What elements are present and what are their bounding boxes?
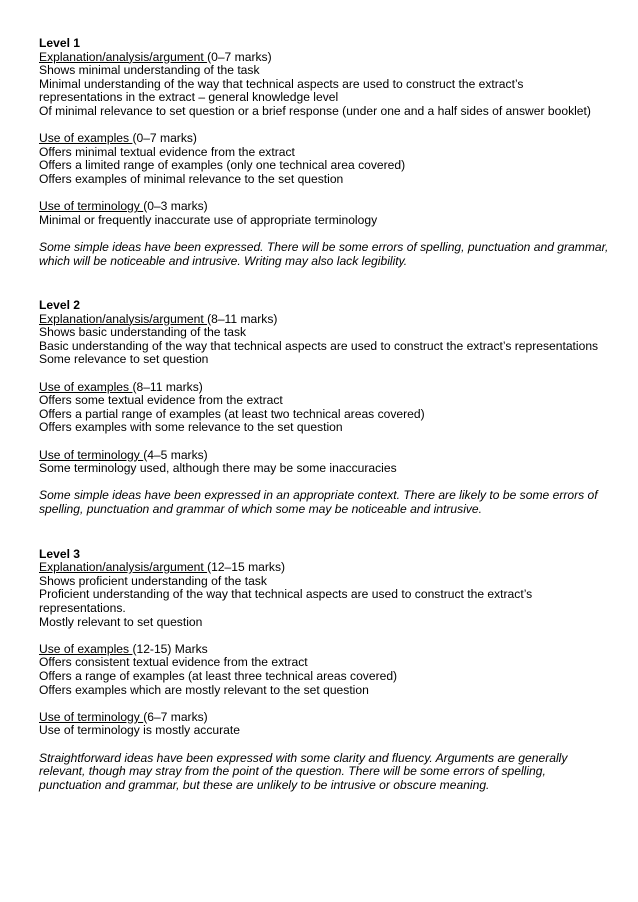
criterion-title-line: [39, 561, 609, 575]
criterion-examples: [39, 132, 609, 186]
criterion-title-line: [39, 381, 609, 395]
mark-range: (0–3 marks): [143, 199, 208, 214]
mark-range: (12-15) Marks: [132, 641, 208, 656]
mark-range: (0–7 marks): [207, 49, 272, 64]
criterion-title-line: [39, 313, 609, 327]
criterion-title-line: [39, 711, 609, 725]
level-heading: Level 3: [39, 546, 81, 561]
level-2-block: [39, 299, 609, 517]
descriptor-line: Mostly relevant to set question: [39, 614, 203, 629]
mark-range: (0–7 marks): [132, 131, 197, 146]
descriptor-line: Offers minimal textual evidence from the extract: [39, 144, 295, 159]
descriptor-line: Offers examples with some relevance to the set question: [39, 420, 343, 435]
level-1-block: [39, 37, 609, 268]
criterion-explanation: [39, 561, 609, 629]
descriptor-line: Shows minimal understanding of the task: [39, 63, 260, 78]
descriptor-line: Shows basic understanding of the task: [39, 325, 247, 340]
level-3-block: [39, 548, 609, 793]
criterion-title-line: [39, 51, 609, 65]
criterion-title: Explanation/analysis/argument: [39, 49, 208, 64]
criterion-title: Use of terminology: [39, 199, 144, 214]
criterion-explanation: [39, 313, 609, 367]
mark-range: (12–15 marks): [207, 560, 286, 575]
descriptor-line: Offers a limited range of examples (only one technical area covered): [39, 158, 406, 173]
criterion-explanation: [39, 51, 609, 119]
descriptor-line: Offers a partial range of examples (at least two technical areas covered): [39, 406, 425, 421]
criterion-title-line: [39, 200, 609, 214]
descriptor-line: Basic understanding of the way that technical aspects are used to construct the extract’s representations: [39, 338, 599, 353]
descriptor-line: Some terminology used, although there may be some inaccuracies: [39, 461, 397, 476]
level-heading: Level 2: [39, 298, 81, 313]
document-page: [39, 37, 609, 792]
criterion-terminology: [39, 711, 609, 738]
mark-range: (4–5 marks): [143, 447, 208, 462]
criterion-title: Use of examples: [39, 379, 133, 394]
criterion-examples: [39, 381, 609, 435]
criterion-title-line: [39, 132, 609, 146]
criterion-title-line: [39, 449, 609, 463]
criterion-title: Explanation/analysis/argument: [39, 311, 208, 326]
descriptor-line: Offers examples which are mostly relevant to the set question: [39, 682, 369, 697]
level-note: Some simple ideas have been expressed. There will be some errors of spelling, punctuation and grammar, which will be noticeable and intrusive. Writing may also lack legibility.: [39, 239, 609, 268]
mark-range: (6–7 marks): [143, 709, 208, 724]
criterion-title-line: [39, 643, 609, 657]
descriptor-line: Offers examples of minimal relevance to the set question: [39, 171, 344, 186]
criterion-terminology: [39, 449, 609, 476]
level-note: Some simple ideas have been expressed in an appropriate context. There are likely to be some errors of spelling, punctuation and grammar of which some may be noticeable and intrusive.: [39, 488, 598, 516]
criterion-terminology: [39, 200, 609, 227]
descriptor-line: Minimal or frequently inaccurate use of appropriate terminology: [39, 212, 378, 227]
mark-range: (8–11 marks): [132, 379, 203, 394]
criterion-title: Use of examples: [39, 641, 133, 656]
level-heading: Level 1: [39, 36, 81, 50]
descriptor-line: Of minimal relevance to set question or a brief response (under one and a half sides of answer booklet): [39, 103, 591, 118]
level-note: Straightforward ideas have been expressed with some clarity and fluency. Arguments are generally relevant, though may stray from the point of the question. There will be some errors of spelling, punctuation and grammar, but these are unlikely to be intrusive or obscure meaning.: [39, 750, 568, 792]
criterion-title: Use of examples: [39, 131, 133, 146]
criterion-title: Explanation/analysis/argument: [39, 560, 208, 575]
descriptor-line: Some relevance to set question: [39, 352, 209, 367]
criterion-examples: [39, 643, 609, 697]
descriptor-line: Use of terminology is mostly accurate: [39, 723, 240, 738]
mark-range: (8–11 marks): [207, 311, 278, 326]
descriptor-line: Offers a range of examples (at least three technical areas covered): [39, 668, 398, 683]
descriptor-line: Shows proficient understanding of the task: [39, 573, 267, 588]
descriptor-line: Offers consistent textual evidence from the extract: [39, 655, 308, 670]
descriptor-line: Minimal understanding of the way that technical aspects are used to construct the extract’s representations in the extract – general knowledge level: [39, 76, 524, 105]
descriptor-line: Proficient understanding of the way that technical aspects are used to construct the extract’s representations.: [39, 587, 533, 615]
criterion-title: Use of terminology: [39, 709, 144, 724]
descriptor-line: Offers some textual evidence from the extract: [39, 393, 283, 408]
criterion-title: Use of terminology: [39, 447, 144, 462]
